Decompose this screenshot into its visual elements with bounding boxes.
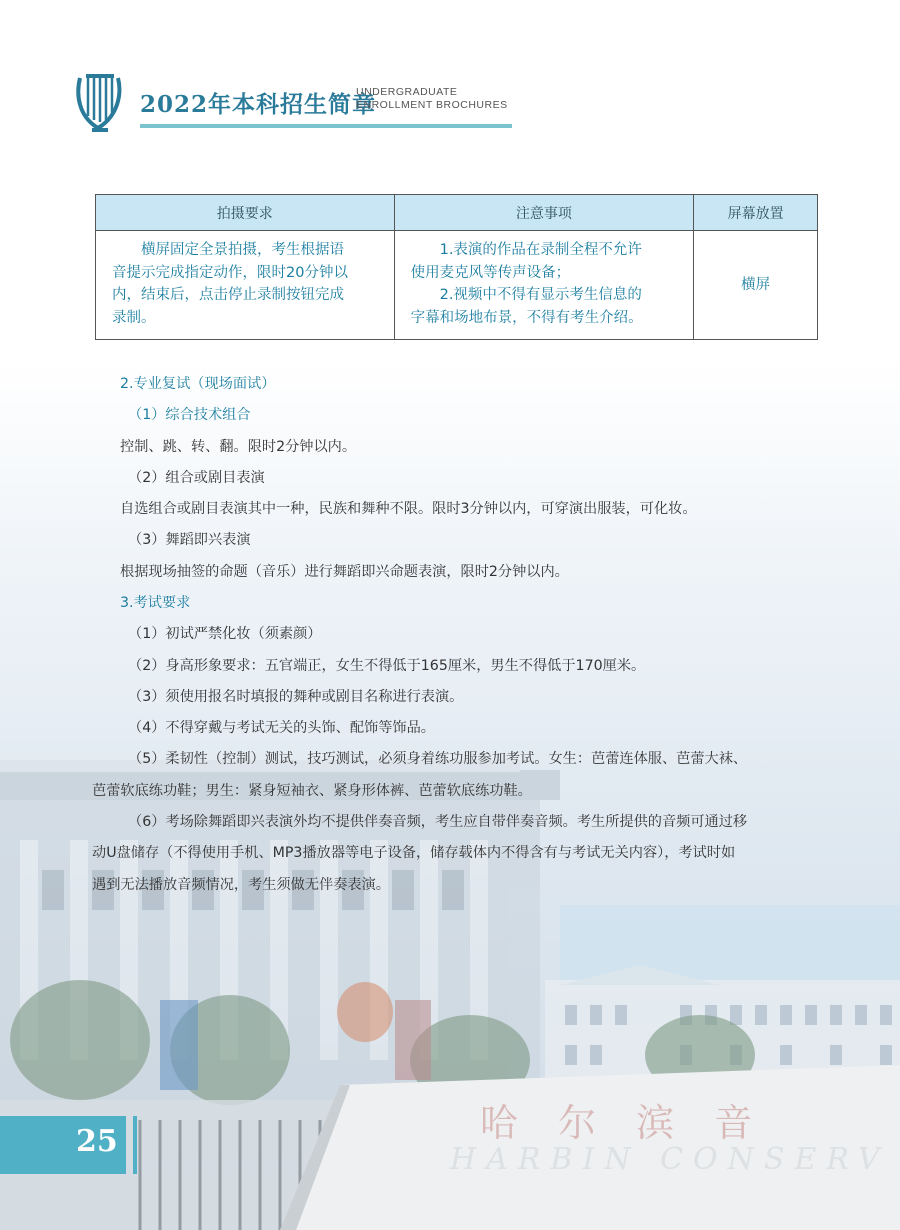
- subtitle-line-2: ENROLLMENT BROCHURES: [356, 99, 508, 111]
- section-2-2-heading: （2）组合或剧目表演: [128, 470, 265, 486]
- cell-line: 使用麦克风等传声设备；: [410, 264, 571, 281]
- campus-sign-en: HARBIN CONSERV: [450, 1142, 890, 1177]
- section-2-1-heading: （1）综合技术组合: [128, 407, 251, 423]
- requirement-1: （1）初试严禁化妆（须素颜）: [128, 626, 322, 642]
- section-2-3-text: 根据现场抽签的命题（音乐）进行舞蹈即兴命题表演，限时2分钟以内。: [120, 564, 569, 580]
- section-2-3-heading: （3）舞蹈即兴表演: [128, 532, 251, 548]
- requirement-2: （2）身高形象要求：五官端正，女生不得低于165厘米，男生不得低于170厘米。: [128, 658, 646, 674]
- cell-line: 1.表演的作品在录制全程不允许: [439, 242, 642, 258]
- harp-logo-icon: [74, 72, 126, 134]
- subtitle-line-1: UNDERGRADUATE: [356, 86, 458, 98]
- cell-line: 横屏固定全景拍摄，考生根据语: [141, 242, 344, 258]
- page-number: 25: [76, 1124, 118, 1159]
- requirement-6-line-2: 动U盘储存（不得使用手机、MP3播放器等电子设备，储存载体内不得含有与考试无关内容），考试时如: [92, 845, 736, 861]
- section-3-heading: 3.考试要求: [120, 595, 191, 611]
- section-2-heading: 2.专业复试（现场面试）: [120, 376, 276, 392]
- cell-line: 2.视频中不得有显示考生信息的: [439, 287, 642, 303]
- recording-requirements-table: [95, 194, 818, 340]
- requirement-4: （4）不得穿戴与考试无关的头饰、配饰等饰品。: [128, 720, 435, 736]
- requirement-6-line-1: （6）考场除舞蹈即兴表演外均不提供伴奏音频，考生应自带伴奏音频。考生所提供的音频可通过移: [128, 814, 748, 830]
- header-rule: [140, 124, 512, 128]
- cell-line: 音提示完成指定动作，限时20分钟以: [112, 264, 348, 281]
- requirement-5-line-2: 芭蕾软底练功鞋；男生：紧身短袖衣、紧身形体裤、芭蕾软底练功鞋。: [92, 783, 532, 799]
- cell-line: 字幕和场地布景，不得有考生介绍。: [410, 309, 643, 326]
- cell-line: 录制。: [112, 309, 156, 326]
- section-2-2-text: 自选组合或剧目表演其中一种，民族和舞种不限。限时3分钟以内，可穿演出服装，可化妆。: [120, 501, 697, 517]
- section-2-1-text: 控制、跳、转、翻。限时2分钟以内。: [120, 439, 357, 455]
- cell-screen: 横屏: [694, 231, 818, 340]
- campus-sign-text: 哈 尔 滨 音: [480, 1101, 767, 1145]
- table-header-row: [96, 195, 818, 231]
- header-screen: 屏幕放置: [694, 195, 818, 231]
- requirement-6-line-3: 遇到无法播放音频情况，考生须做无伴奏表演。: [92, 877, 390, 893]
- table-row: [96, 231, 818, 340]
- header-notes: 注意事项: [394, 195, 694, 231]
- brochure-subtitle-en: [356, 86, 508, 112]
- cell-line: 内，结束后，点击停止录制按钮完成: [112, 287, 344, 303]
- brochure-title: 2022年本科招生简章: [140, 91, 377, 118]
- requirement-5-line-1: （5）柔韧性（控制）测试，技巧测试，必须身着练功服参加考试。女生：芭蕾连体服、芭蕾大袜、: [128, 751, 748, 767]
- page-number-stripe: [133, 1116, 137, 1174]
- cell-shooting: [96, 231, 395, 340]
- cell-notes: [394, 231, 694, 340]
- requirement-3: （3）须使用报名时填报的舞种或剧目名称进行表演。: [128, 689, 464, 705]
- header-shooting: 拍摄要求: [96, 195, 395, 231]
